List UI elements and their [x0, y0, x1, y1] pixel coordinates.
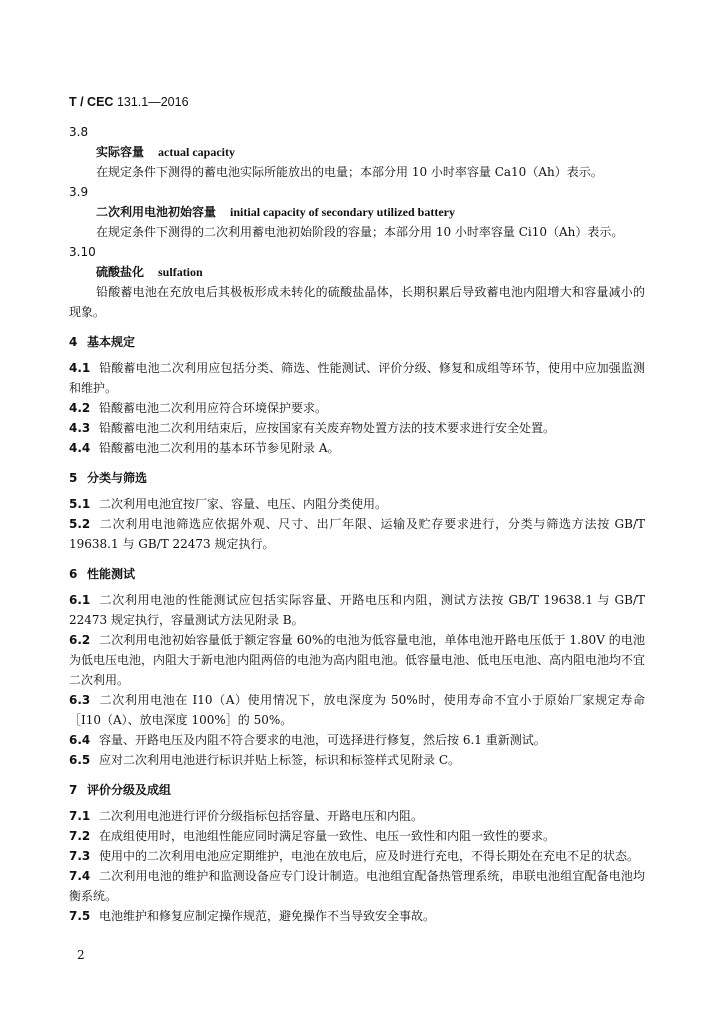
definition-text: 铅酸蓄电池在充放电后其极板形成未转化的硫酸盐晶体，长期积累后导致蓄电池内阻增大和容量减小的现象。	[69, 285, 645, 319]
section-heading	[69, 468, 645, 488]
section-number: 4	[69, 335, 78, 349]
clause	[69, 494, 645, 514]
section-4	[69, 332, 645, 458]
clause-number: 4.1	[69, 361, 91, 375]
clause-text: 在成组使用时，电池组性能应同时满足容量一致性、电压一致性和内阻一致性的要求。	[99, 829, 556, 843]
document-body	[69, 122, 645, 926]
clause-number: 6.1	[69, 593, 91, 607]
section-heading	[69, 332, 645, 352]
standard-label: T / CEC	[69, 95, 114, 109]
clause-number: 7.1	[69, 809, 91, 823]
clause-text: 二次利用电池的性能测试应包括实际容量、开路电压和内阻，测试方法按 GB/T 19638.1 与 GB/T 22473 规定执行，容量测试方法见附录 B。	[69, 593, 645, 627]
clause-number: 4.3	[69, 421, 91, 435]
clause	[69, 514, 645, 554]
clause-text: 二次利用电池在 I10（A）使用情况下，放电深度为 50%时，使用寿命不宜小于原始厂家规定寿命［I10（A）、放电深度 100%］的 50%。	[69, 693, 645, 727]
clause-number: 6.5	[69, 753, 91, 767]
section-number: 6	[69, 567, 78, 581]
clause-text: 二次利用电池初始容量低于额定容量 60%的电池为低容量电池，单体电池开路电压低于 1.80V 的电池为低电压电池，内阻大于新电池内阻两倍的电池为高内阻电池。低容量电池、低电压电池、高内阻电池均不宜二次利用。	[69, 633, 646, 687]
clause-number: 7.5	[69, 909, 91, 923]
term-en: actual capacity	[158, 145, 236, 159]
section-number: 7	[69, 783, 78, 797]
clause	[69, 358, 645, 398]
clause-number: 7.2	[69, 829, 91, 843]
standard-number: 131.1—2016	[116, 95, 189, 109]
clause	[69, 826, 645, 846]
clause-number: 7.4	[69, 869, 91, 883]
section-5	[69, 468, 645, 554]
clause-number: 7.3	[69, 849, 91, 863]
clause-number: 5.1	[69, 497, 91, 511]
clause	[69, 630, 645, 690]
clause-text: 铅酸蓄电池二次利用的基本环节参见附录 A。	[99, 441, 340, 455]
term-zh: 二次利用电池初始容量	[96, 205, 217, 219]
section-number: 5	[69, 471, 78, 485]
clause-number: 5.2	[69, 517, 91, 531]
clause-text: 铅酸蓄电池二次利用应包括分类、筛选、性能测试、评价分级、修复和成组等环节，使用中应加强监测和维护。	[69, 361, 645, 395]
clause-text: 电池维护和修复应制定操作规范，避免操作不当导致安全事故。	[99, 909, 436, 923]
clause-text: 二次利用电池筛选应依据外观、尺寸、出厂年限、运输及贮存要求进行，分类与筛选方法按 GB/T 19638.1 与 GB/T 22473 规定执行。	[69, 517, 645, 551]
section-heading	[69, 780, 645, 800]
clause-number: 4.4	[69, 441, 91, 455]
clause	[69, 730, 645, 750]
term-zh: 硫酸盐化	[96, 265, 145, 279]
section-7	[69, 780, 645, 926]
definition-number: 3.8	[69, 125, 89, 139]
term-zh: 实际容量	[96, 145, 145, 159]
definition-3-9	[69, 182, 645, 242]
definition-term	[96, 142, 645, 162]
clause	[69, 750, 645, 770]
clause	[69, 418, 645, 438]
section-title: 性能测试	[87, 567, 136, 581]
definition-text: 在规定条件下测得的二次利用蓄电池初始阶段的容量；本部分用 10 小时率容量 Ci10（Ah）表示。	[96, 225, 624, 239]
clause-text: 二次利用电池宜按厂家、容量、电压、内阻分类使用。	[99, 497, 388, 511]
clause-number: 6.2	[69, 633, 91, 647]
clause	[69, 846, 645, 866]
clause-text: 容量、开路电压及内阻不符合要求的电池，可选择进行修复，然后按 6.1 重新测试。	[99, 733, 546, 747]
clause	[69, 438, 645, 458]
clause-number: 4.2	[69, 401, 91, 415]
clause	[69, 690, 645, 730]
clause-number: 6.3	[69, 693, 91, 707]
section-title: 评价分级及成组	[87, 783, 172, 797]
clause-text: 使用中的二次利用电池应定期维护，电池在放电后，应及时进行充电，不得长期处在充电不足的状态。	[99, 849, 640, 863]
section-heading	[69, 564, 645, 584]
clause-text: 二次利用电池的维护和监测设备应专门设计制造。电池组宜配备热管理系统，串联电池组宜配备电池均衡系统。	[69, 869, 645, 903]
definition-text: 在规定条件下测得的蓄电池实际所能放出的电量；本部分用 10 小时率容量 Ca10（Ah）表示。	[96, 165, 603, 179]
clause-text: 铅酸蓄电池二次利用应符合环境保护要求。	[99, 401, 328, 415]
clause-text: 应对二次利用电池进行标识并贴上标签，标识和标签样式见附录 C。	[99, 753, 460, 767]
clause	[69, 398, 645, 418]
standard-header	[69, 95, 189, 109]
section-6	[69, 564, 645, 770]
definition-term	[96, 202, 645, 222]
clause	[69, 866, 645, 906]
page-number: 2	[77, 948, 85, 962]
clause-number: 6.4	[69, 733, 91, 747]
clause-text: 二次利用电池进行评价分级指标包括容量、开路电压和内阻。	[99, 809, 424, 823]
clause	[69, 590, 645, 630]
definition-number: 3.10	[69, 245, 96, 259]
section-title: 基本规定	[87, 335, 136, 349]
term-en: sulfation	[158, 265, 203, 279]
term-en: initial capacity of secondary utilized battery	[230, 205, 455, 219]
clause	[69, 806, 645, 826]
definition-number: 3.9	[69, 185, 89, 199]
clause-text: 铅酸蓄电池二次利用结束后，应按国家有关废弃物处置方法的技术要求进行安全处置。	[99, 421, 556, 435]
definition-3-10	[69, 242, 645, 322]
definition-term	[96, 262, 645, 282]
section-title: 分类与筛选	[87, 471, 148, 485]
definition-3-8	[69, 122, 645, 182]
clause	[69, 906, 645, 926]
